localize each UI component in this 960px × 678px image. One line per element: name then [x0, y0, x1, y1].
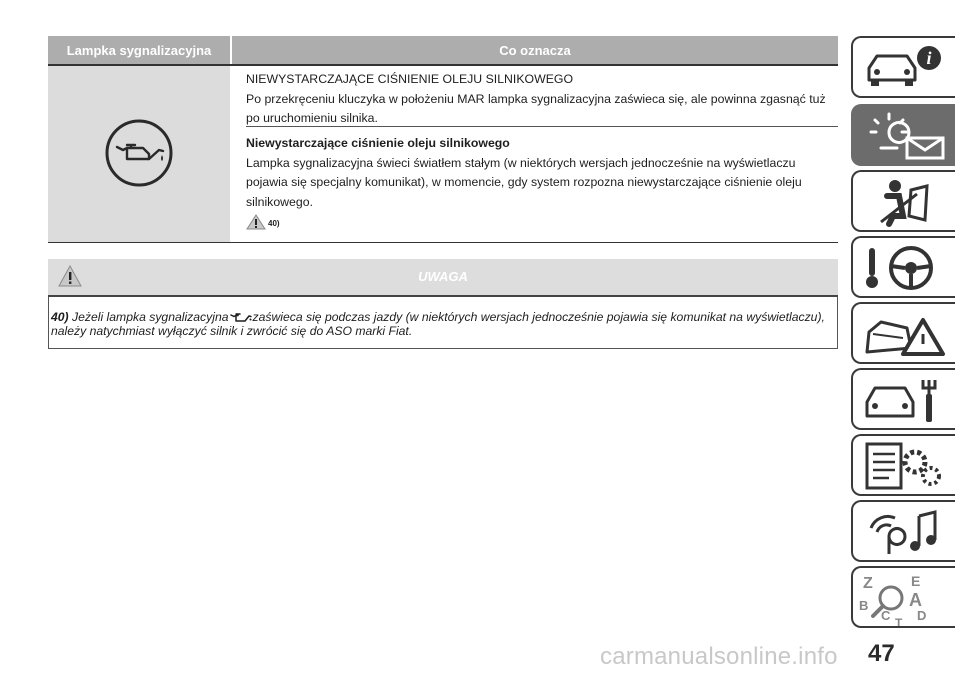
page-number: 47: [868, 640, 895, 667]
tab-safety[interactable]: [851, 170, 955, 232]
warning-header: [48, 259, 838, 297]
tab-steering[interactable]: [851, 236, 955, 298]
warning-text-after: zaświeca się podczas jazdy (w niektórych wersjach jednocześnie pojawia się komunikat na wyświetlaczu), należy natychmiast wyłączyć silnik i zwrócić się do ASO marki Fiat.: [51, 310, 825, 338]
steering-icon: [859, 242, 949, 294]
tab-index[interactable]: [851, 566, 955, 628]
index-letter: T: [895, 616, 903, 628]
tab-technical-data[interactable]: [851, 434, 955, 496]
row1-text: Po przekręceniu kluczyka w położeniu MAR lampka sygnalizacyjna zaświeca się, ale powinna zgasnąć tuż po uruchomieniu silnika.: [246, 91, 826, 125]
table-header: [48, 36, 838, 66]
index-icon: [859, 572, 949, 628]
warning-body: [48, 297, 838, 349]
row1-title: NIEWYSTARCZAJĄCE CIŚNIENIE OLEJU SILNIKOWEGO: [246, 72, 574, 86]
column-header-lamp: Lampka sygnalizacyjna: [66, 43, 212, 58]
table-bottom-border: [48, 242, 838, 243]
warning-lights-icon: [859, 110, 949, 162]
column-header-meaning: Co oznacza: [230, 36, 838, 64]
tab-warning-lights[interactable]: [851, 104, 955, 166]
row2-text: Lampka sygnalizacyjna świeci światłem stałym (w niektórych wersjach jednocześnie na wyświetlaczu pojawia się specjalny komunikat), w momencie, gdy system rozpozna niewystarczające ciśnienie oleju silnikowego.: [246, 155, 802, 209]
technical-data-icon: [859, 440, 949, 492]
watermark: carmanualsonline.info: [600, 643, 838, 670]
oil-pressure-icon: [230, 311, 252, 323]
safety-icon: [859, 176, 949, 228]
reference-number: 40): [268, 219, 280, 228]
index-letter: A: [909, 590, 922, 610]
index-letter: E: [911, 573, 921, 589]
multimedia-icon: [859, 506, 949, 558]
index-letter: Z: [863, 575, 873, 592]
description-row-2: [246, 129, 838, 212]
index-letter: D: [917, 608, 927, 623]
warning-reference[interactable]: [246, 214, 306, 234]
car-info-icon: [859, 42, 949, 94]
warning-text-before: Jeżeli lampka sygnalizacyjna: [72, 310, 229, 324]
tab-emergency[interactable]: [851, 302, 955, 364]
warning-text: [51, 310, 831, 338]
tab-car-info[interactable]: [851, 36, 955, 98]
warning-title: UWAGA: [418, 269, 468, 284]
tab-multimedia[interactable]: [851, 500, 955, 562]
description-row-1: [246, 66, 838, 127]
emergency-icon: [859, 308, 949, 360]
warning-triangle-icon: [246, 214, 266, 230]
index-letter: B: [859, 598, 869, 613]
index-letter: C: [881, 608, 891, 623]
indicator-icon-cell: [48, 66, 230, 242]
tab-maintenance[interactable]: [851, 368, 955, 430]
oil-pressure-icon: [103, 117, 175, 189]
svg-text:i: i: [926, 48, 932, 68]
maintenance-icon: [859, 374, 949, 426]
warning-number: 40): [51, 310, 69, 324]
row2-title: Niewystarczające ciśnienie oleju silnikowego: [246, 136, 510, 150]
